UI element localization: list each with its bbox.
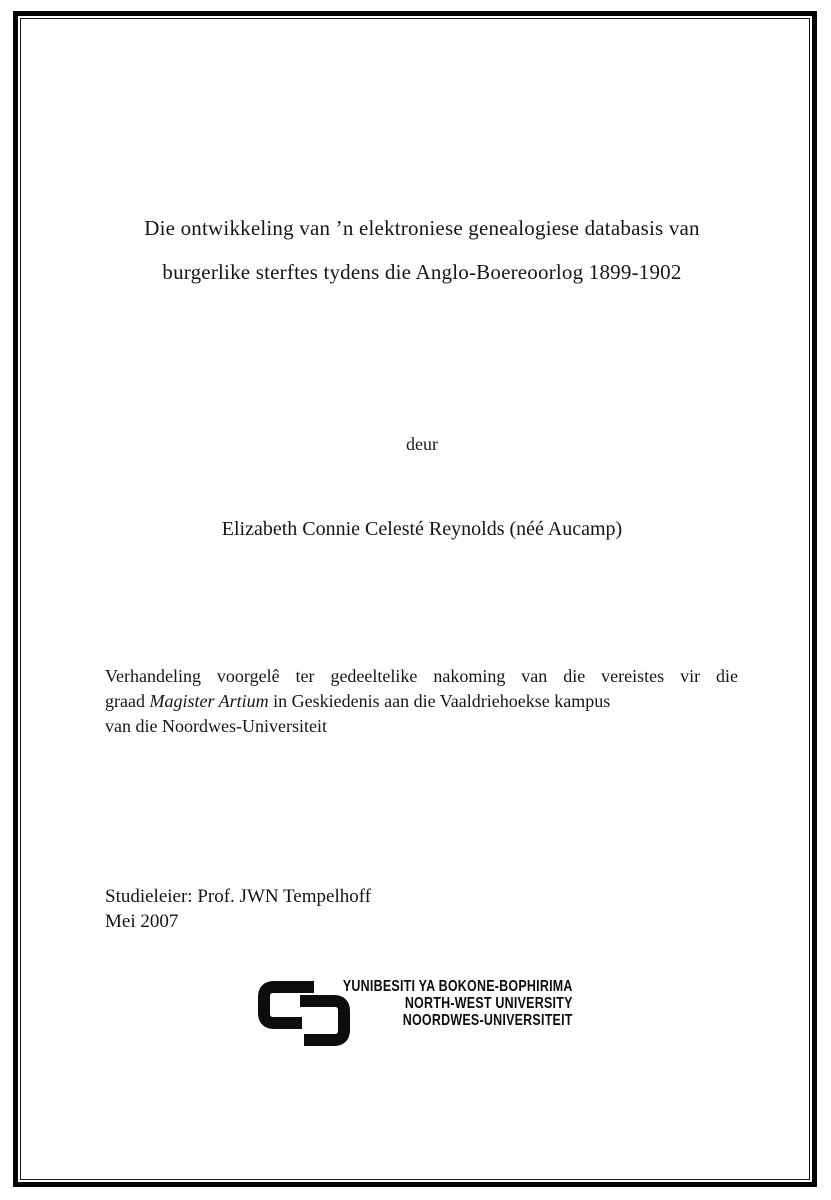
submission-statement-line1: Verhandeling voorgelê ter gedeeltelike nakoming van die vereistes vir die [105, 666, 738, 686]
submission-statement-line2 [105, 689, 738, 714]
supervisor-block [105, 884, 371, 934]
thesis-title [105, 206, 739, 294]
thesis-title-line1: Die ontwikkeling van ’n elektroniese genealogiese databasis van [144, 216, 700, 240]
logo-text-setswana: YUNIBESITI YA BOKONE-BOPHIRIMA [343, 978, 573, 995]
degree-name-italic: Magister Artium [149, 691, 269, 711]
submission-statement-line3: van die Noordwes-Universiteit [105, 716, 327, 736]
date-line: Mei 2007 [105, 911, 179, 932]
university-logo-text [343, 978, 573, 1029]
thesis-title-line2: burgerlike sterftes tydens die Anglo-Boereoorlog 1899-1902 [162, 260, 682, 284]
submission-statement [105, 664, 738, 739]
supervisor-line: Studieleier: Prof. JWN Tempelhoff [105, 886, 372, 907]
statement-line2-post: in Geskiedenis aan die Vaaldriehoekse kampus [268, 691, 611, 711]
university-logo [258, 978, 573, 1048]
author-name: Elizabeth Connie Celesté Reynolds (néé Aucamp) [221, 518, 623, 540]
nwu-interlocked-links-icon [258, 981, 350, 1047]
statement-line2-pre: graad [105, 691, 150, 711]
logo-text-english: NORTH-WEST UNIVERSITY [405, 995, 573, 1012]
logo-text-afrikaans: NOORDWES-UNIVERSITEIT [403, 1012, 573, 1029]
byline: deur [406, 434, 438, 454]
